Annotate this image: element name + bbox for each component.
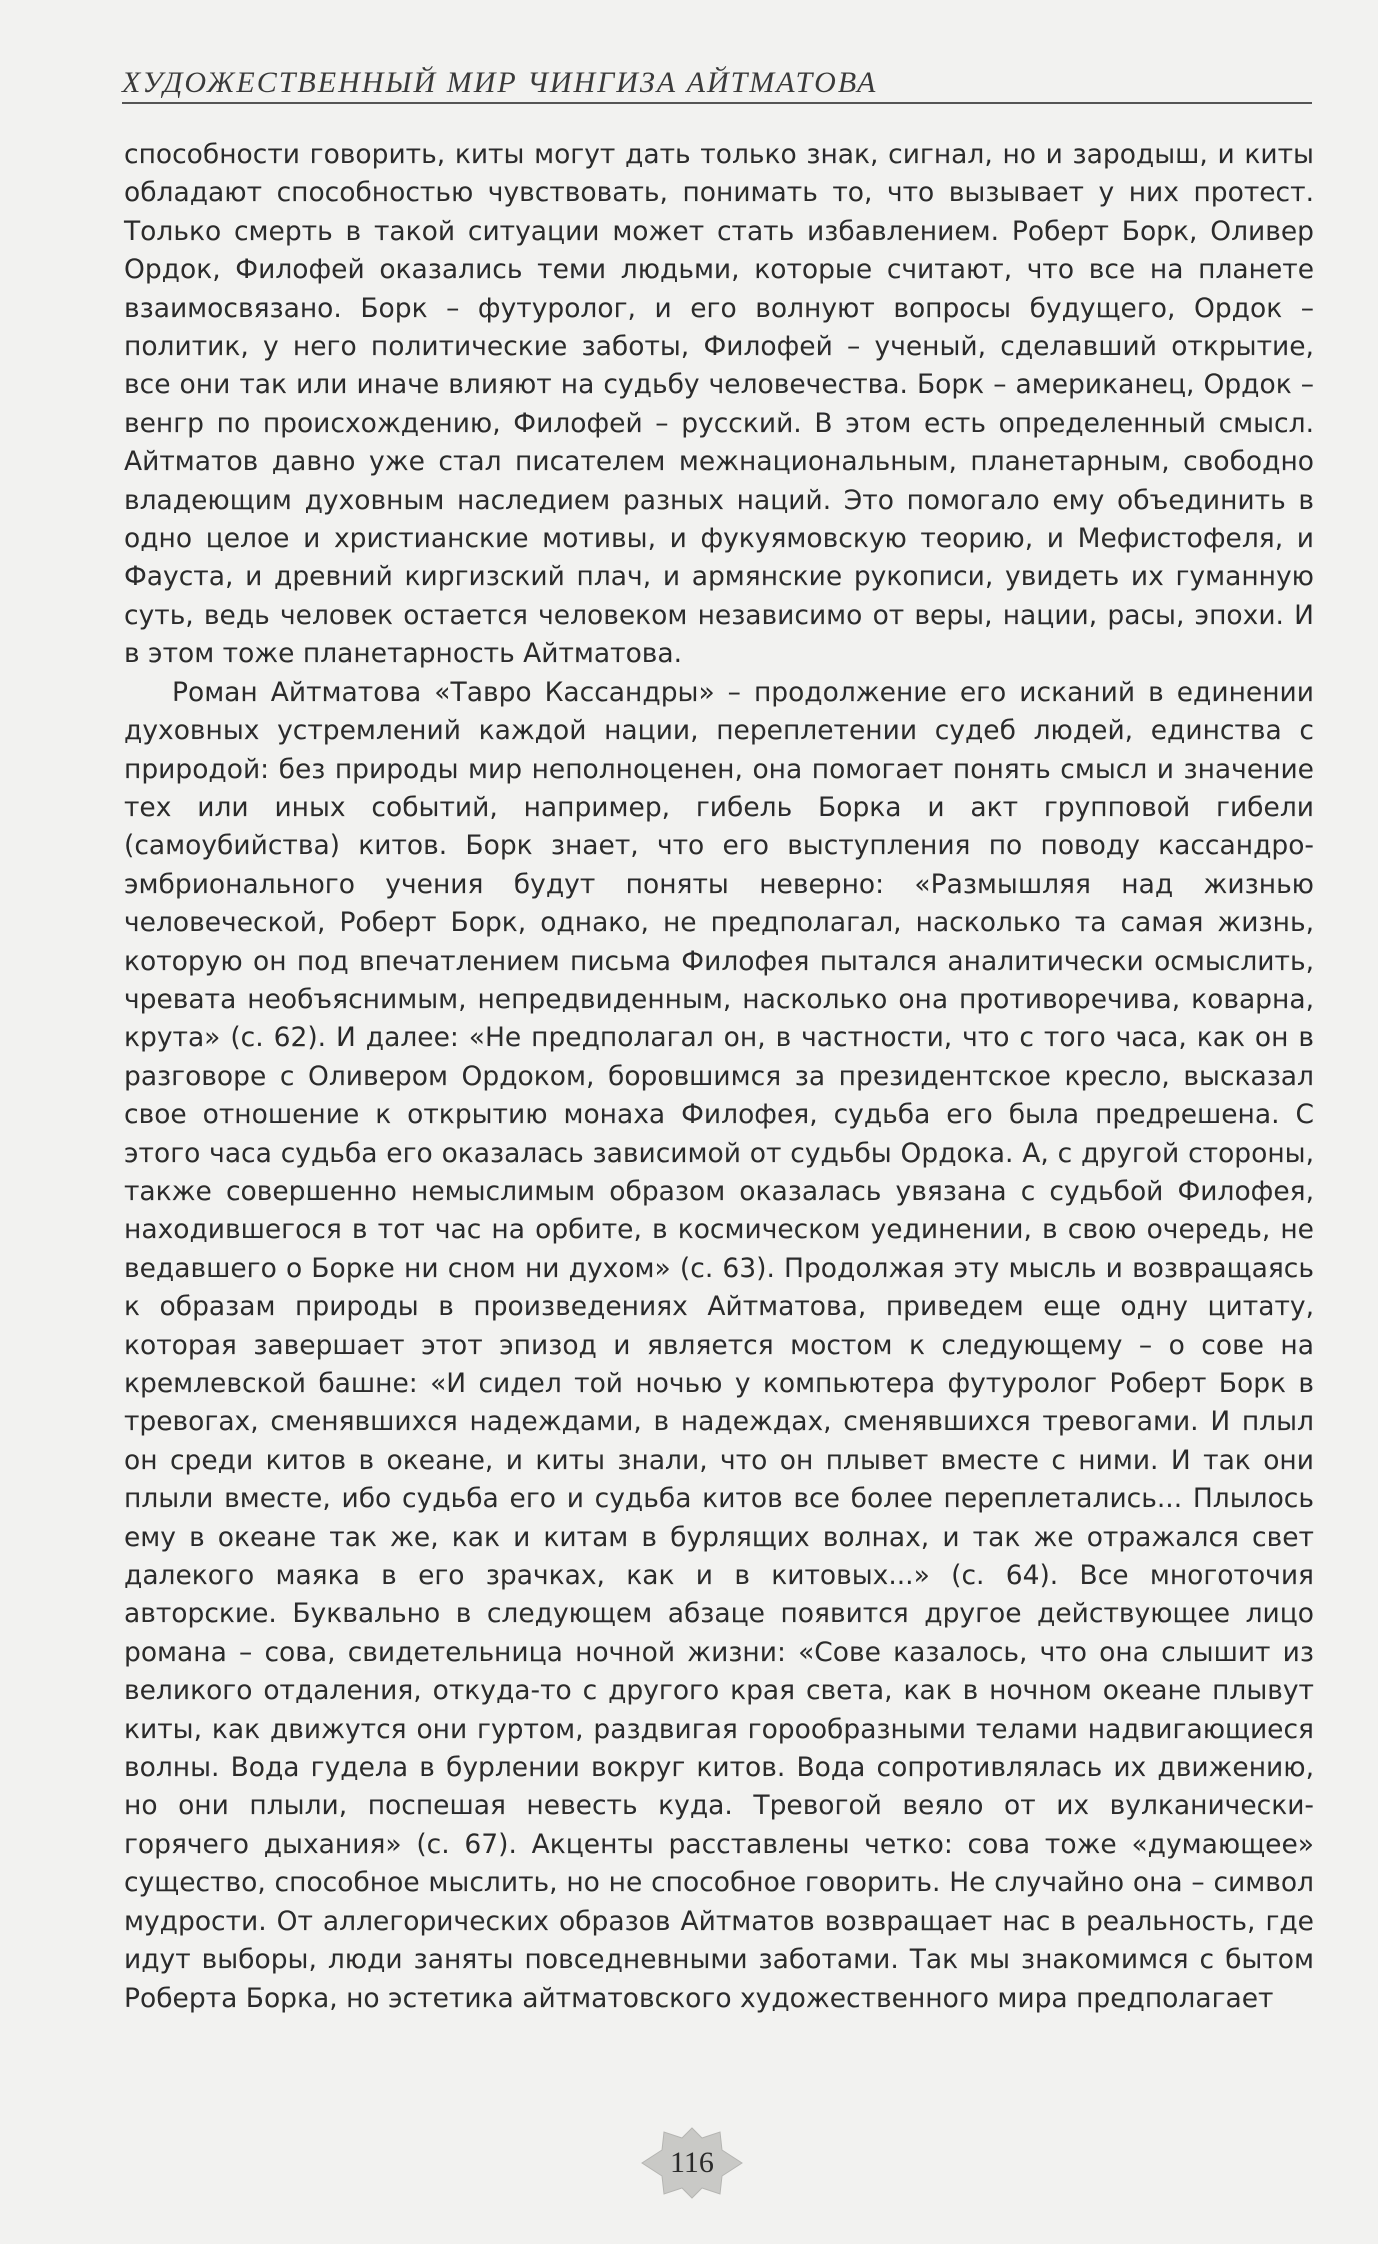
body-text <box>124 136 1314 2018</box>
paragraph: способности говорить, киты могут дать только знак, сигнал, но и зародыш, и киты обладают способностью чувствовать, понимать то, что вызывает у них протест. Только смерть в такой ситуации может стать избавлением. Роберт Борк, Оливер Ордок, Филофей оказались теми людьми, которые считают, что все на планете взаимосвязано. Борк – футуролог, и его волнуют вопросы будущего, Ордок – политик, у него политические заботы, Филофей – ученый, сделавший открытие, все они так или иначе влияют на судьбу человечества. Борк – американец, Ордок – венгр по происхождению, Филофей – русский. В этом есть определенный смысл. Айтматов давно уже стал писателем межнациональным, планетарным, свободно владеющим духовным наследием разных наций. Это помогало ему объединить в одно целое и христианские мотивы, и фукуямовскую теорию, и Мефистофеля, и Фауста, и древний киргизский плач, и армянские рукописи, увидеть их гуманную суть, ведь человек остается человеком независимо от веры, нации, расы, эпохи. И в этом тоже планетарность Айтматова. <box>124 139 1314 670</box>
running-header: ХУДОЖЕСТВЕННЫЙ МИР ЧИНГИЗА АЙТМАТОВА <box>122 66 878 99</box>
paragraph: Роман Айтматова «Тавро Кассандры» – продолжение его исканий в единении духовных устремлений каждой нации, переплетении судеб людей, единства с природой: без природы мир неполноценен, она помогает понять смысл и значение тех или иных событий, например, гибель Борка и акт групповой гибели (самоубийства) китов. Борк знает, что его выступления по поводу кассандро-эмбрионального учения будут поняты неверно: «Размышляя над жизнью человеческой, Роберт Борк, однако, не предполагал, насколько та самая жизнь, которую он под впечатлением письма Филофея пытался аналитически осмыслить, чревата необъяснимым, непредвиденным, насколько она противоречива, коварна, крута» (с. 62). И далее: «Не предполагал он, в частности, что с того часа, как он в разговоре с Оливером Ордоком, боровшимся за президентское кресло, высказал свое отношение к открытию монаха Филофея, судьба его была предрешена. С этого часа судьба его оказалась зависимой от судьбы Ордока. А, с другой стороны, также совершенно немыслимым образом оказалась увязана с судьбой Филофея, находившегося в тот час на орбите, в космическом уединении, в свою очередь, не ведавшего о Борке ни сном ни духом» (с. 63). Продолжая эту мысль и возвращаясь к образам природы в произведениях Айтматова, приведем еще одну цитату, которая завершает этот эпизод и является мостом к следующему – о сове на кремлевской башне: «И сидел той ночью у компьютера футуролог Роберт Борк в тревогах, сменявшихся надеждами, в надеждах, сменявшихся тревогами. И плыл он среди китов в океане, и киты знали, что он плывет вместе с ними. И так они плыли вместе, ибо судьба его и судьба китов все более переплетались... Плылось ему в океане так же, как и китам в бурлящих волнах, и так же отражался свет далекого маяка в его зрачках, как и в китовых...» (с. 64). Все многоточия авторские. Буквально в следующем абзаце появится другое действующее лицо романа – сова, свидетельница ночной жизни: «Сове казалось, что она слышит из великого отдаления, откуда-то с другого края света, как в ночном океане плывут киты, как движутся они гуртом, раздвигая горообразными телами надвигающиеся волны. Вода гудела в бурлении вокруг китов. Вода сопротивлялась их движению, но они плыли, поспешая невесть куда. Тревогой веяло от их вулканически-горячего дыхания» (с. 67). Акценты расставлены четко: сова тоже «думающее» существо, способное мыслить, но не способное говорить. Не случайно она – символ мудрости. От аллегорических образов Айтматов возвращает нас в реальность, где идут выборы, люди заняты повседневными заботами. Так мы знакомимся с бытом Роберта Борка, но эстетика айтматовского художественного мира предполагает <box>124 676 1314 2014</box>
header-rule <box>122 102 1312 104</box>
page-number-badge <box>640 2126 744 2200</box>
page-number: 116 <box>670 2146 714 2179</box>
